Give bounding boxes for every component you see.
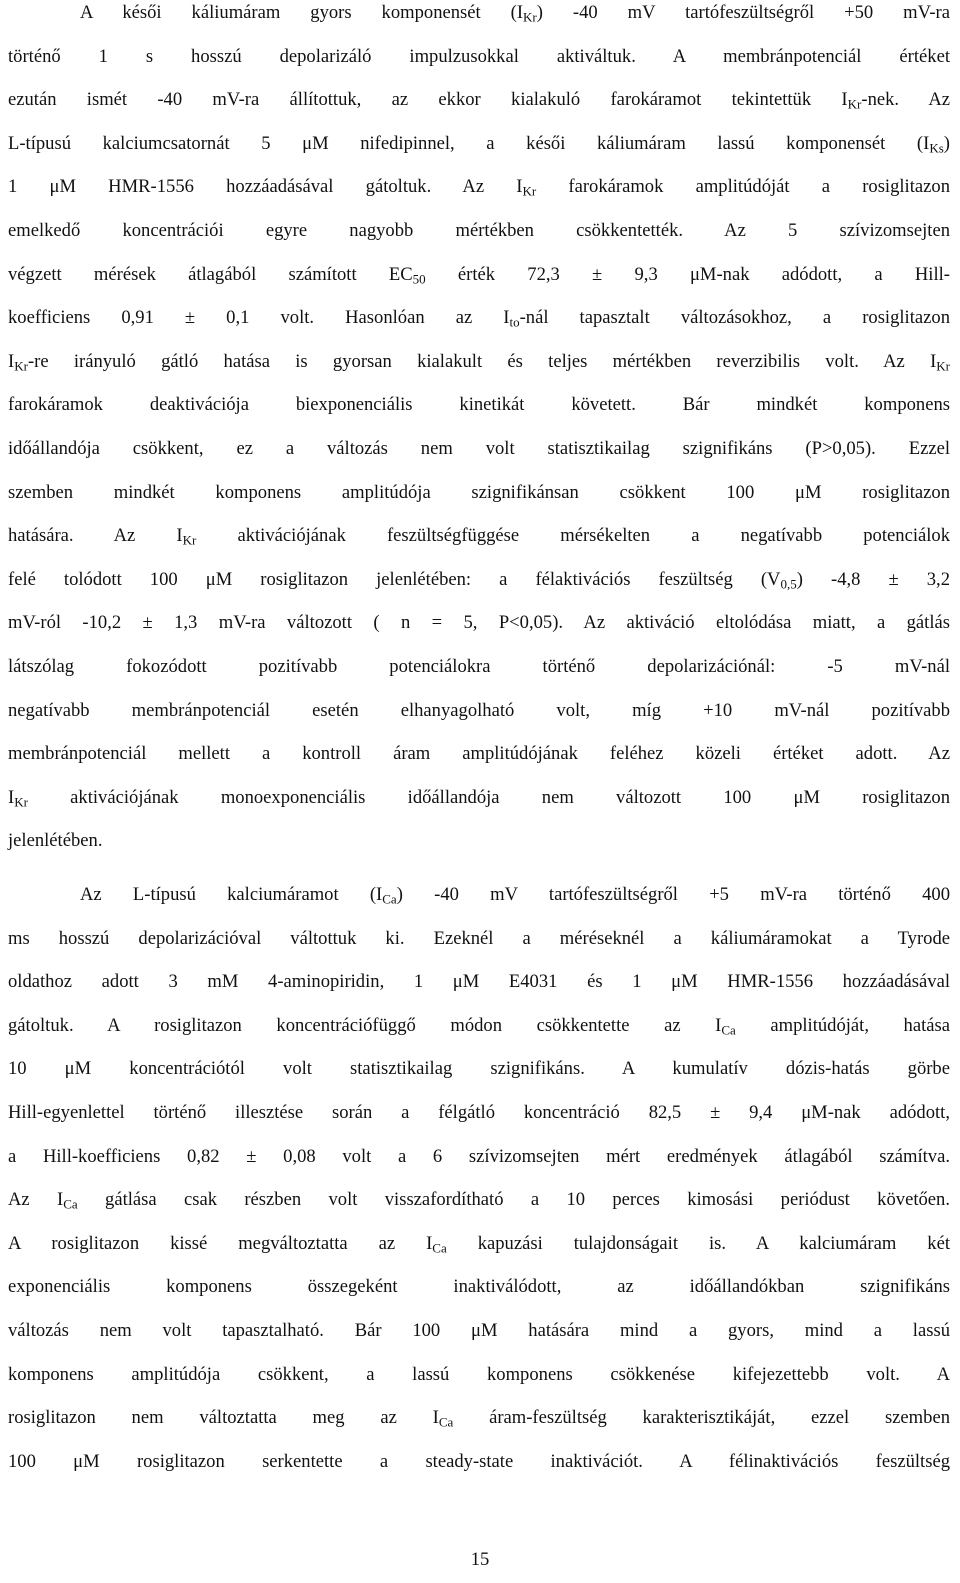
- text-line: végzett mérések átlagából számított $EC_{50}$ érték 72,3 ± 9,3 μM-nak adódott, a Hill-: [8, 263, 950, 286]
- text-line: A rosiglitazon kissé megváltoztatta az $I_{Ca}$ kapuzási tulajdonságait is. A kalciumáram két: [8, 1232, 951, 1255]
- text-line: membránpotenciál mellett a kontroll áram amplitúdójának feléhez közeli értéket adott. Az: [8, 743, 950, 765]
- text-line: mV-ról -10,2 ± 1,3 mV-ra változott ( n = 5, P<0,05). Az aktiváció eltolódása miatt, a gátlás: [8, 612, 950, 634]
- text-line: 100 μM rosiglitazon serkentette a steady-state inaktivációt. A félinaktivációs feszültség: [8, 1450, 950, 1472]
- text-line: ms hosszú depolarizációval váltottuk ki. Ezeknél a méréseknél a káliumáramokat a Tyrode: [8, 927, 950, 949]
- text-line: Az L-típusú kalciumáramot $(I_{Ca})$ -40 mV tartófeszültségről +5 mV-ra történő 400: [80, 884, 950, 907]
- text-line: időállandója csökkent, ez a változás nem volt statisztikailag szignifikáns (P>0,05). Ezzel: [8, 437, 950, 459]
- text-line: történő 1 s hosszú depolarizáló impulzusokkal aktiváltuk. A membránpotenciál értéket: [8, 45, 950, 67]
- text-line: látszólag fokozódott pozitívabb potenciálokra történő depolarizációnál: -5 mV-nál: [8, 655, 950, 677]
- text-line: farokáramok deaktivációja biexponenciális kinetikát követett. Bár mindkét komponens: [8, 394, 950, 416]
- paragraph: [8, 0, 950, 863]
- text-line: szemben mindkét komponens amplitúdója szignifikánsan csökkent 100 μM rosiglitazon: [8, 481, 950, 503]
- text-line: komponens amplitúdója csökkent, a lassú komponens csökkenése kifejezettebb volt. A: [8, 1363, 950, 1385]
- text-line: negatívabb membránpotenciál esetén elhanyagolható volt, míg +10 mV-nál pozitívabb: [8, 699, 950, 721]
- text-line: Az $I_{Ca}$ gátlása csak részben volt visszafordítható a 10 perces kimosási periódust követően.: [8, 1189, 950, 1212]
- text-line: oldathoz adott 3 mM 4-aminopiridin, 1 μM E4031 és 1 μM HMR-1556 hozzáadásával: [8, 971, 950, 993]
- text-line: felé tolódott 100 μM rosiglitazon jelenlétében: a félaktivációs feszültség $(V_{0,5}) -4,8 \pm 3,2$: [8, 568, 950, 591]
- paragraph: [8, 873, 950, 1483]
- text-line: változás nem volt tapasztalható. Bár 100 μM hatására mind a gyors, mind a lassú: [8, 1319, 950, 1341]
- text-line: emelkedő koncentrációi egyre nagyobb mértékben csökkentették. Az 5 szívizomsejten: [8, 219, 950, 241]
- text-line: exponenciális komponens összegeként inaktiválódott, az időállandókban szignifikáns: [8, 1276, 950, 1298]
- text-line: 1 μM HMR-1556 hozzáadásával gátoltuk. Az $I_{Kr}$ farokáramok amplitúdóját a rosiglitazon: [8, 176, 950, 199]
- text-line: jelenlétében.: [8, 830, 103, 852]
- text-line: $I_{Kr}$ aktivációjának monoexponenciális időállandója nem változott 100 μM rosiglitazon: [8, 786, 950, 809]
- text-line: hatására. Az $I_{Kr}$ aktivációjának feszültségfüggése mérsékelten a negatívabb potenciálok: [8, 525, 950, 548]
- page-number: 15: [470, 1549, 490, 1570]
- text-line: L-típusú kalciumcsatornát 5 μM nifedipinnel, a késői káliumáram lassú komponensét $(I_{Ks})$: [8, 132, 950, 156]
- text-line: ezután ismét -40 mV-ra állítottuk, az ekkor kialakuló farokáramot tekintettük $I_{Kr}$-nek. Az: [8, 89, 950, 112]
- text-line: a Hill-koefficiens 0,82 ± 0,08 volt a 6 szívizomsejten mért eredmények átlagából számítva.: [8, 1145, 950, 1167]
- text-line: A késői káliumáram gyors komponensét $(I_{Kr})$ -40 mV tartófeszültségről +50 mV-ra: [80, 2, 950, 25]
- text-line: koefficiens 0,91 ± 0,1 volt. Hasonlóan az $I_{to}$-nál tapasztalt változásokhoz, a rosiglitazon: [8, 307, 950, 330]
- text-line: rosiglitazon nem változtatta meg az $I_{Ca}$ áram-feszültség karakterisztikáját, ezzel szemben: [8, 1407, 950, 1430]
- text-line: Hill-egyenlettel történő illesztése során a félgátló koncentráció 82,5 ± 9,4 μM-nak adódott,: [8, 1101, 950, 1123]
- text-line: $I_{Kr}-re$ irányuló gátló hatása is gyorsan kialakult és teljes mértékben reverzibilis volt. Az $I_{Kr}$: [8, 350, 950, 373]
- text-line: 10 μM koncentrációtól volt statisztikailag szignifikáns. A kumulatív dózis-hatás görbe: [8, 1058, 950, 1080]
- text-line: gátoltuk. A rosiglitazon koncentrációfüggő módon csökkentette az $I_{Ca}$ amplitúdóját, hatása: [8, 1014, 951, 1038]
